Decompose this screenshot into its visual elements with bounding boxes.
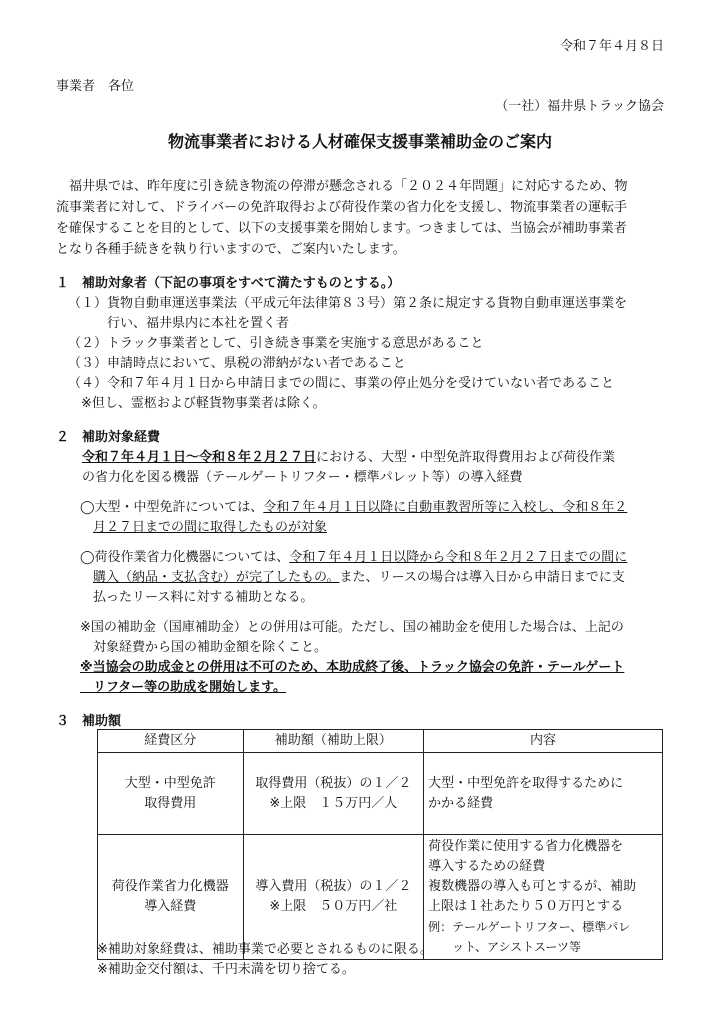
column-header-content: 内容: [424, 730, 663, 753]
cell-line: 複数機器の導入も可とするが、補助: [428, 879, 637, 894]
period-rest: における、大型・中型免許取得費用および荷役作業: [316, 450, 616, 465]
section1-item: （３）申請時点において、県税の滞納がない者であること: [68, 356, 406, 371]
section3-notes: [97, 940, 433, 980]
equipment-note-line2: [56, 568, 627, 588]
national-subsidy-note-line2: 対象経費から国の補助金額を除くこと。: [80, 640, 328, 655]
association-subsidy-note-cont: リフター等の助成を開始します。: [80, 680, 287, 695]
cell-line: 例：テールゲートリフター、標準パレ: [428, 920, 631, 934]
equipment-note: [56, 548, 627, 568]
cell-line: 大型・中型免許: [124, 775, 216, 791]
document-title: 物流事業者における人材確保支援事業補助金のご案内: [167, 132, 552, 151]
cell-line: 取得費用（税抜）の１／２: [255, 775, 412, 791]
cell-amount: [243, 753, 423, 835]
section1-heading: １ 補助対象者（下記の事項をすべて満たすものとする。）: [56, 276, 401, 291]
section-eligible-recipients: [56, 274, 627, 414]
table-header-row: [98, 730, 663, 753]
addressee: 事業者 各位: [56, 79, 135, 94]
license-note-condition: 令和７年４月１日以降に自動車教習所等に入校し、令和８年２: [263, 500, 628, 515]
cell-line: 荷役作業省力化機器: [111, 879, 229, 894]
note-line: ※補助金交付額は、千円未満を切り捨てる。: [97, 962, 355, 977]
intro-line: となり各種手続きを執り行いますので、ご案内いたします。: [56, 242, 406, 257]
section1-item: （４）令和７年４月１日から申請日までの間に、事業の停止処分を受けていない者であること: [68, 376, 615, 391]
association-subsidy-note-line2: [56, 678, 627, 698]
subsidy-amount-table: [97, 729, 663, 960]
license-note-prefix: ◯大型・中型免許については、: [80, 500, 264, 515]
cell-content: [424, 753, 663, 835]
section2-heading: ２ 補助対象経費: [56, 430, 161, 445]
cell-content: [424, 835, 663, 960]
license-note-line2: [56, 518, 627, 538]
intro-line: を確保することを目的として、以下の支援事業を開始します。つきましては、当協会が補助事業者: [56, 221, 627, 236]
cell-line: ※上限 ５０万円／社: [269, 899, 398, 914]
equipment-note-condition: 令和７年４月１日以降から令和８年２月２７日までの間に: [289, 550, 628, 565]
equipment-note-prefix: ◯荷役作業省力化機器については、: [80, 550, 290, 565]
cell-line: 導入経費: [144, 899, 197, 914]
cell-line: 大型・中型免許を取得するために: [428, 775, 624, 791]
cell-line: ※上限 １５万円／人: [269, 795, 398, 811]
equipment-note-lease: また、リースの場合は導入日から申請日までに支: [339, 570, 625, 585]
section2-period-line2: の省力化を図る機器（テールゲートリフター・標準パレット等）の導入経費: [82, 470, 523, 485]
section1-item: （１）貨物自動車運送事業法（平成元年法律第８３号）第２条に規定する貨物自動車運送事業を: [68, 296, 628, 311]
cell-line: 導入費用（税抜）の１／２: [255, 879, 412, 894]
license-note: [56, 498, 627, 518]
cell-line: ット、アシストスーツ等: [428, 940, 581, 954]
intro-line: 流事業者に対して、ドライバーの免許取得および荷役作業の省力化を支援し、物流事業者の運転手: [56, 200, 628, 215]
cell-line: かかる経費: [428, 795, 494, 811]
intro-paragraph: [56, 177, 627, 261]
section3-heading: ３ 補助額: [56, 714, 122, 729]
cell-line: 上限は１社あたり５０万円とする: [428, 899, 624, 914]
cell-line: 取得費用: [144, 795, 197, 811]
section2-period: [56, 448, 627, 468]
section1-item: 行い、福井県内に本社を置く者: [68, 316, 290, 331]
column-header-category: 経費区分: [98, 730, 244, 753]
section1-item: （２）トラック事業者として、引き続き事業を実施する意思があること: [68, 336, 484, 351]
cell-category: [98, 753, 244, 835]
intro-line: 福井県では、昨年度に引き続き物流の停滞が懸念される「２０２４年問題」に対応するため、物: [56, 179, 628, 194]
period-underlined: 令和７年４月１日～令和８年２月２７日: [82, 450, 317, 465]
equipment-note-line3: 払ったリース料に対する補助となる。: [93, 590, 314, 605]
cell-line: 導入するための経費: [428, 859, 546, 874]
section-eligible-expenses: [56, 428, 627, 698]
document-date: 令和７年４月８日: [559, 39, 664, 54]
table-row: [98, 753, 663, 835]
association-subsidy-note: ※当協会の助成金との併用は不可のため、本助成終了後、トラック協会の免許・テールゲート: [80, 660, 625, 675]
column-header-amount: 補助額（補助上限）: [243, 730, 423, 753]
section1-item: ※但し、霊柩および軽貨物事業者は除く。: [68, 396, 326, 411]
note-line: ※補助対象経費は、補助事業で必要とされるものに限る。: [97, 942, 433, 957]
license-note-condition-cont: 月２７日までの間に取得したものが対象: [93, 520, 328, 535]
cell-line: 荷役作業に使用する省力化機器を: [428, 839, 624, 854]
equipment-note-condition-cont: 購入（納品・支払含む）が完了したもの。: [93, 570, 340, 585]
sender-organization: （一社）福井県トラック協会: [495, 99, 664, 114]
national-subsidy-note: ※国の補助金（国庫補助金）との併用は可能。ただし、国の補助金を使用した場合は、上記の: [80, 620, 624, 635]
